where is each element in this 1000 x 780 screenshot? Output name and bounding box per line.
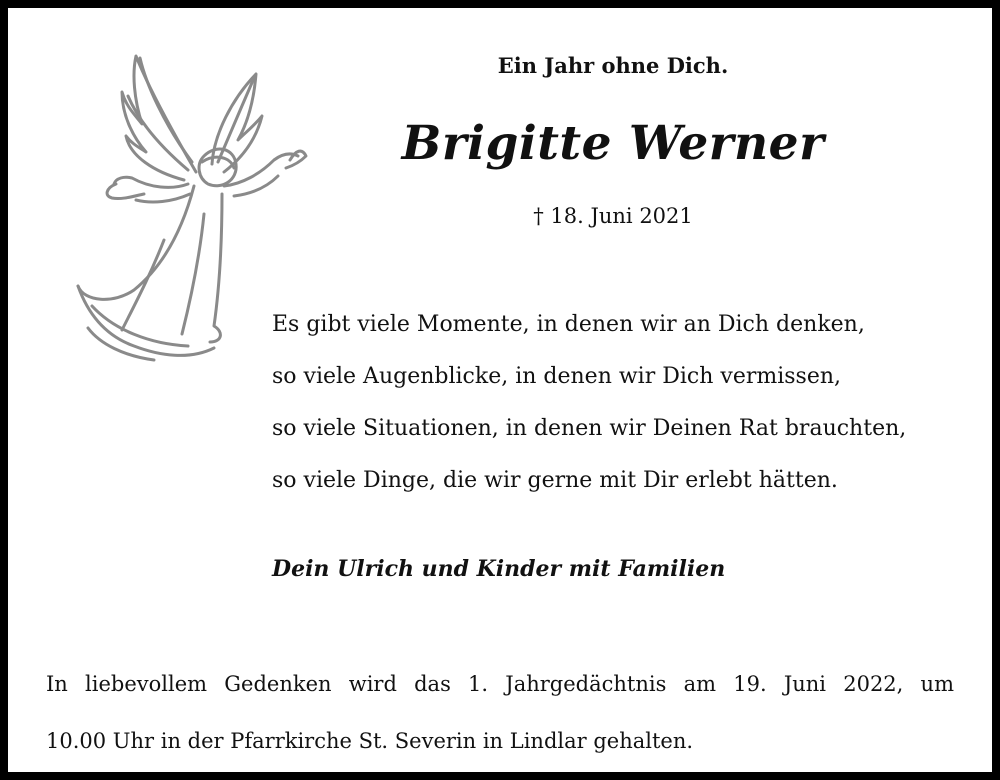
poem-line: so viele Situationen, in denen wir Deinen Rat brauchten, — [272, 416, 907, 441]
memorial-line: 10.00 Uhr in der Pfarrkirche St. Severin in Lindlar gehalten. — [46, 729, 694, 753]
poem-line: so viele Augenblicke, in denen wir Dich vermissen, — [272, 364, 842, 389]
memorial-line: In liebevollem Gedenken wird das 1. Jahrgedächtnis am 19. Juni 2022, um — [46, 672, 954, 696]
obituary-card — [8, 8, 992, 772]
death-date — [288, 204, 938, 228]
memorial-notice — [46, 656, 954, 770]
family-signature: Dein Ulrich und Kinder mit Familien — [272, 556, 726, 582]
poem-line: so viele Dinge, die wir gerne mit Dir erlebt hätten. — [272, 468, 838, 493]
death-date-text: 18. Juni 2021 — [550, 204, 693, 228]
anniversary-heading: Ein Jahr ohne Dich. — [497, 53, 729, 78]
poem — [272, 308, 992, 516]
deceased-name: Brigitte Werner — [401, 116, 825, 171]
poem-line: Es gibt viele Momente, in denen wir an Dich denken, — [272, 312, 865, 337]
cross-icon: † — [533, 204, 544, 228]
